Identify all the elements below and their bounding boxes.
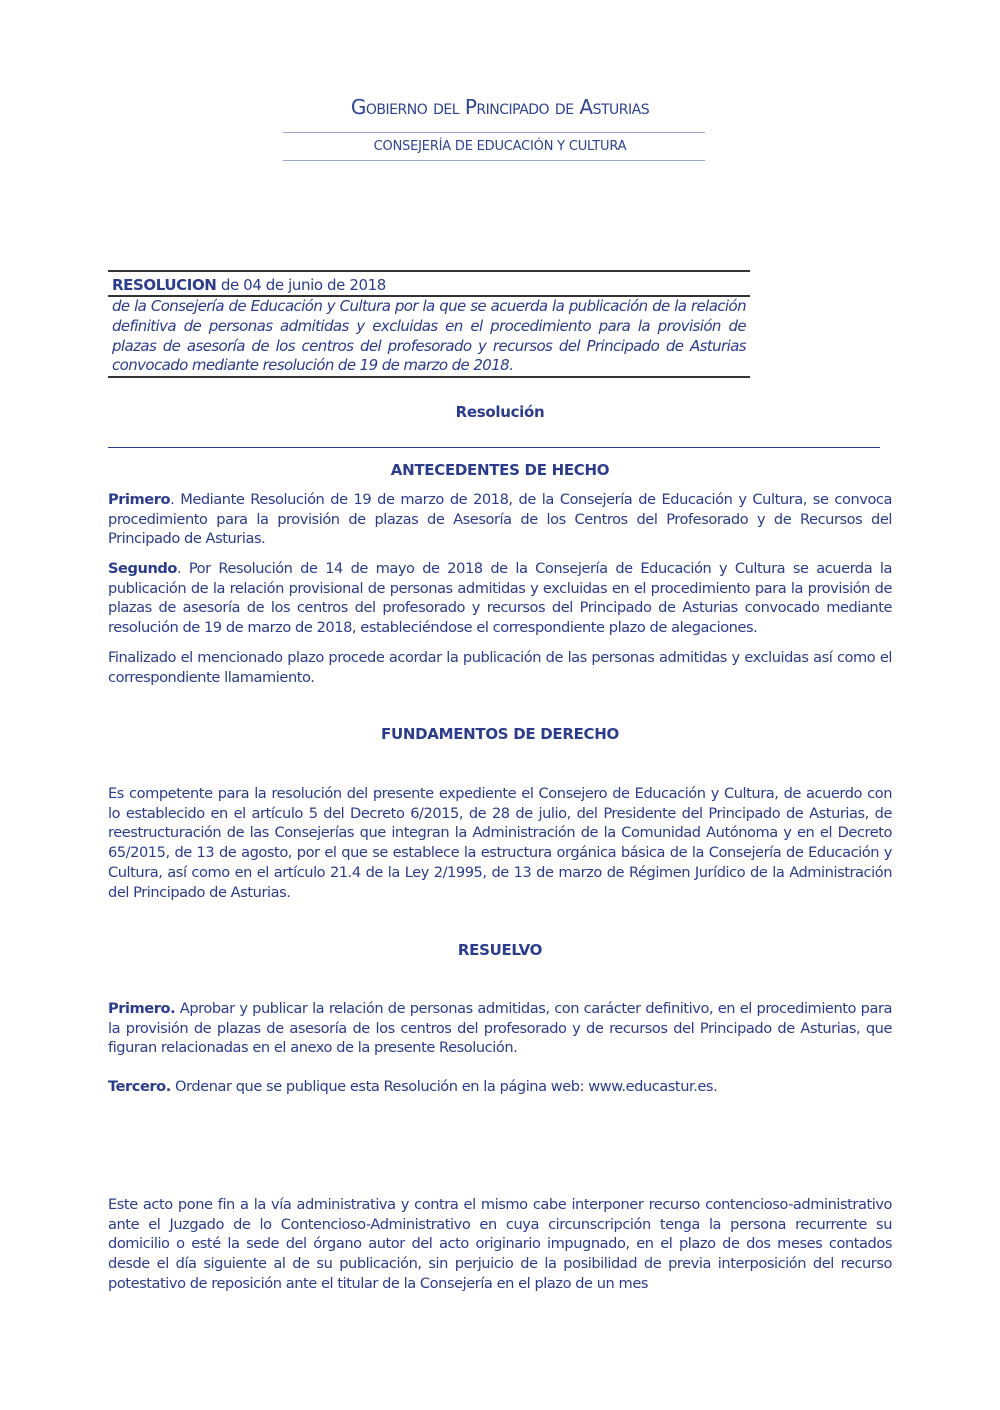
- paragraph-lead: Primero: [108, 491, 171, 508]
- letterhead-rule-top: [283, 132, 705, 133]
- fundamentos-heading: FUNDAMENTOS DE DERECHO: [381, 725, 619, 743]
- paragraph-lead: Primero.: [108, 1000, 176, 1017]
- resolution-title-box: [108, 270, 750, 378]
- closing-paragraph: Este acto pone fin a la vía administrativa y contra el mismo cabe interponer recurso contencioso-administrativo ante el Juzgado de lo Contencioso-Administrativo en cuya circunscripción tenga la persona recurrente su domicilio o esté la sede del órgano autor del acto originario impugnado, en el plazo de dos meses contados desde el día siguiente al de su publicación, sin perjuicio de la posibilidad de previa interposición del recurso potestativo de reposición ante el titular de la Consejería en el plazo de un mes: [108, 1196, 892, 1292]
- resolucion-heading: Resolución: [455, 403, 545, 421]
- fundamentos-paragraph: Es competente para la resolución del presente expediente el Consejero de Educación y Cultura, de acuerdo con lo establecido en el artículo 5 del Decreto 6/2015, de 28 de julio, del Presidente del Principado de Asturias, de reestructuración de las Consejerías que integran la Administración de la Comunidad Autónoma y en el Decreto 65/2015, de 13 de agosto, por el que se establece la estructura orgánica básica de la Consejería de Educación y Cultura, así como en el artículo 21.4 de la Ley 2/1995, de 13 de marzo de Régimen Jurídico de la Administración del Principado de Asturias.: [108, 785, 892, 901]
- letterhead-subtitle: CONSEJERÍA DE EDUCACIÓN Y CULTURA: [373, 139, 627, 154]
- resolution-date: de 04 de junio de 2018: [216, 276, 386, 294]
- antecedentes-heading: ANTECEDENTES DE HECHO: [390, 461, 610, 479]
- antecedentes-finalizado: Finalizado el mencionado plazo procede acordar la publicación de las personas admitidas y excluidas así como el correspondiente llamamiento.: [108, 649, 892, 686]
- section-divider: [108, 447, 880, 448]
- resuelvo-primero: [108, 999, 892, 1058]
- resolution-summary: de la Consejería de Educación y Cultura por la que se acuerda la publicación de la relación definitiva de personas admitidas y excluidas en el procedimiento para la provisión de plazas de asesoría de los centros del profesorado y recursos del Principado de Asturias convocado mediante resolución de 19 de marzo de 2018.: [112, 297, 746, 375]
- antecedentes-primero: [108, 490, 892, 549]
- paragraph-text: . Mediante Resolución de 19 de marzo de 2018, de la Consejería de Educación y Cultura, se convoca procedimiento para la provisión de plazas de Asesoría de los Centros del Profesorado y de Recursos del Principado de Asturias.: [108, 491, 892, 548]
- resuelvo-heading: RESUELVO: [457, 941, 543, 959]
- paragraph-text: . Por Resolución de 14 de mayo de 2018 de la Consejería de Educación y Cultura se acuerda la publicación de la relación provisional de personas admitidas y excluidas en el procedimiento para la provisión de plazas de asesoría de los centros del profesorado y recursos del Principado de Asturias convocado mediante resolución de 19 de marzo de 2018, estableciéndose el correspondiente plazo de alegaciones.: [108, 560, 892, 637]
- letterhead-title: Gobierno del Principado de Asturias: [350, 95, 650, 119]
- resuelvo-tercero: [108, 1077, 892, 1097]
- paragraph-text: Ordenar que se publique esta Resolución en la página web: www.educastur.es.: [170, 1078, 718, 1095]
- antecedentes-segundo: [108, 559, 892, 638]
- paragraph-lead: Segundo: [108, 560, 177, 577]
- resolution-label: RESOLUCION: [112, 276, 217, 294]
- paragraph-text: Aprobar y publicar la relación de personas admitidas, con carácter definitivo, en el procedimiento para la provisión de plazas de asesoría de los centros del profesorado y de recursos del Principado de Asturias, que figuran relacionadas en el anexo de la presente Resolución.: [108, 1000, 892, 1057]
- resolution-title: [108, 272, 750, 297]
- paragraph-lead: Tercero.: [108, 1078, 171, 1095]
- letterhead-rule-bottom: [283, 160, 705, 161]
